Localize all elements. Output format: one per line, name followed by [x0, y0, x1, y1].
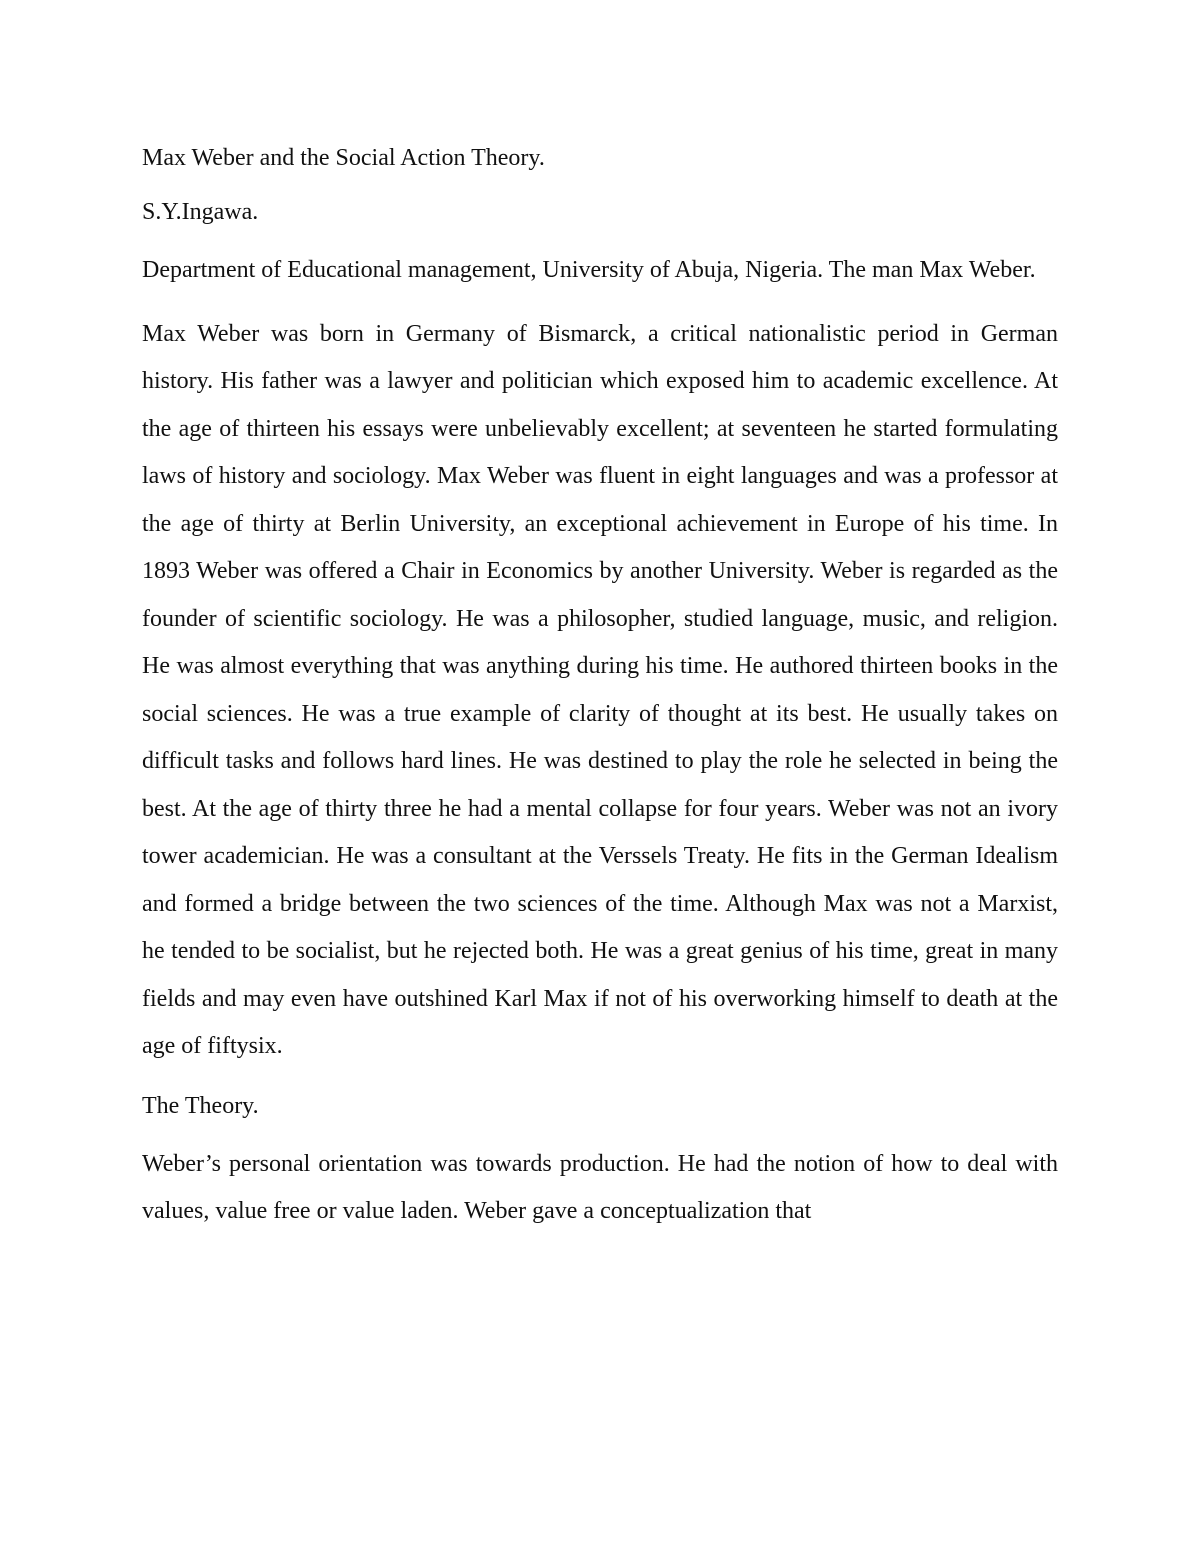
document-title: Max Weber and the Social Action Theory.: [142, 145, 545, 171]
author-name: S.Y.Ingawa.: [142, 199, 259, 225]
document-body: [142, 139, 1058, 1252]
biography-paragraph: Max Weber was born in Germany of Bismarck, a critical nationalistic period in German history. His father was a lawyer and politician which exposed him to academic excellence. At the age of thirteen his essays were unbelievably excellent; at seventeen he started formulating laws of history and sociology. Max Weber was fluent in eight languages and was a professor at the age of thirty at Berlin University, an exceptional achievement in Europe of his time. In 1893 Weber was offered a Chair in Economics by another University. Weber is regarded as the founder of scientific sociology. He was a philosopher, studied language, music, and religion. He was almost everything that was anything during his time. He authored thirteen books in the social sciences. He was a true example of clarity of thought at its best. He usually takes on difficult tasks and follows hard lines. He was destined to play the role he selected in being the best. At the age of thirty three he had a mental collapse for four years. Weber was not an ivory tower academician. He was a consultant at the Verssels Treaty. He fits in the German Idealism and formed a bridge between the two sciences of the time. Although Max was not a Marxist, he tended to be socialist, but he rejected both. He was a great genius of his time, great in many fields and may even have outshined Karl Max if not of his overworking himself to death at the age of fiftysix.: [142, 320, 1058, 1059]
theory-paragraph: Weber’s personal orientation was towards production. He had the notion of how to deal with values, value free or value laden. Weber gave a conceptualization that: [142, 1150, 1058, 1224]
author-affiliation: Department of Educational management, University of Abuja, Nigeria. The man Max Weber.: [142, 257, 1036, 283]
section-heading: The Theory.: [142, 1092, 259, 1119]
